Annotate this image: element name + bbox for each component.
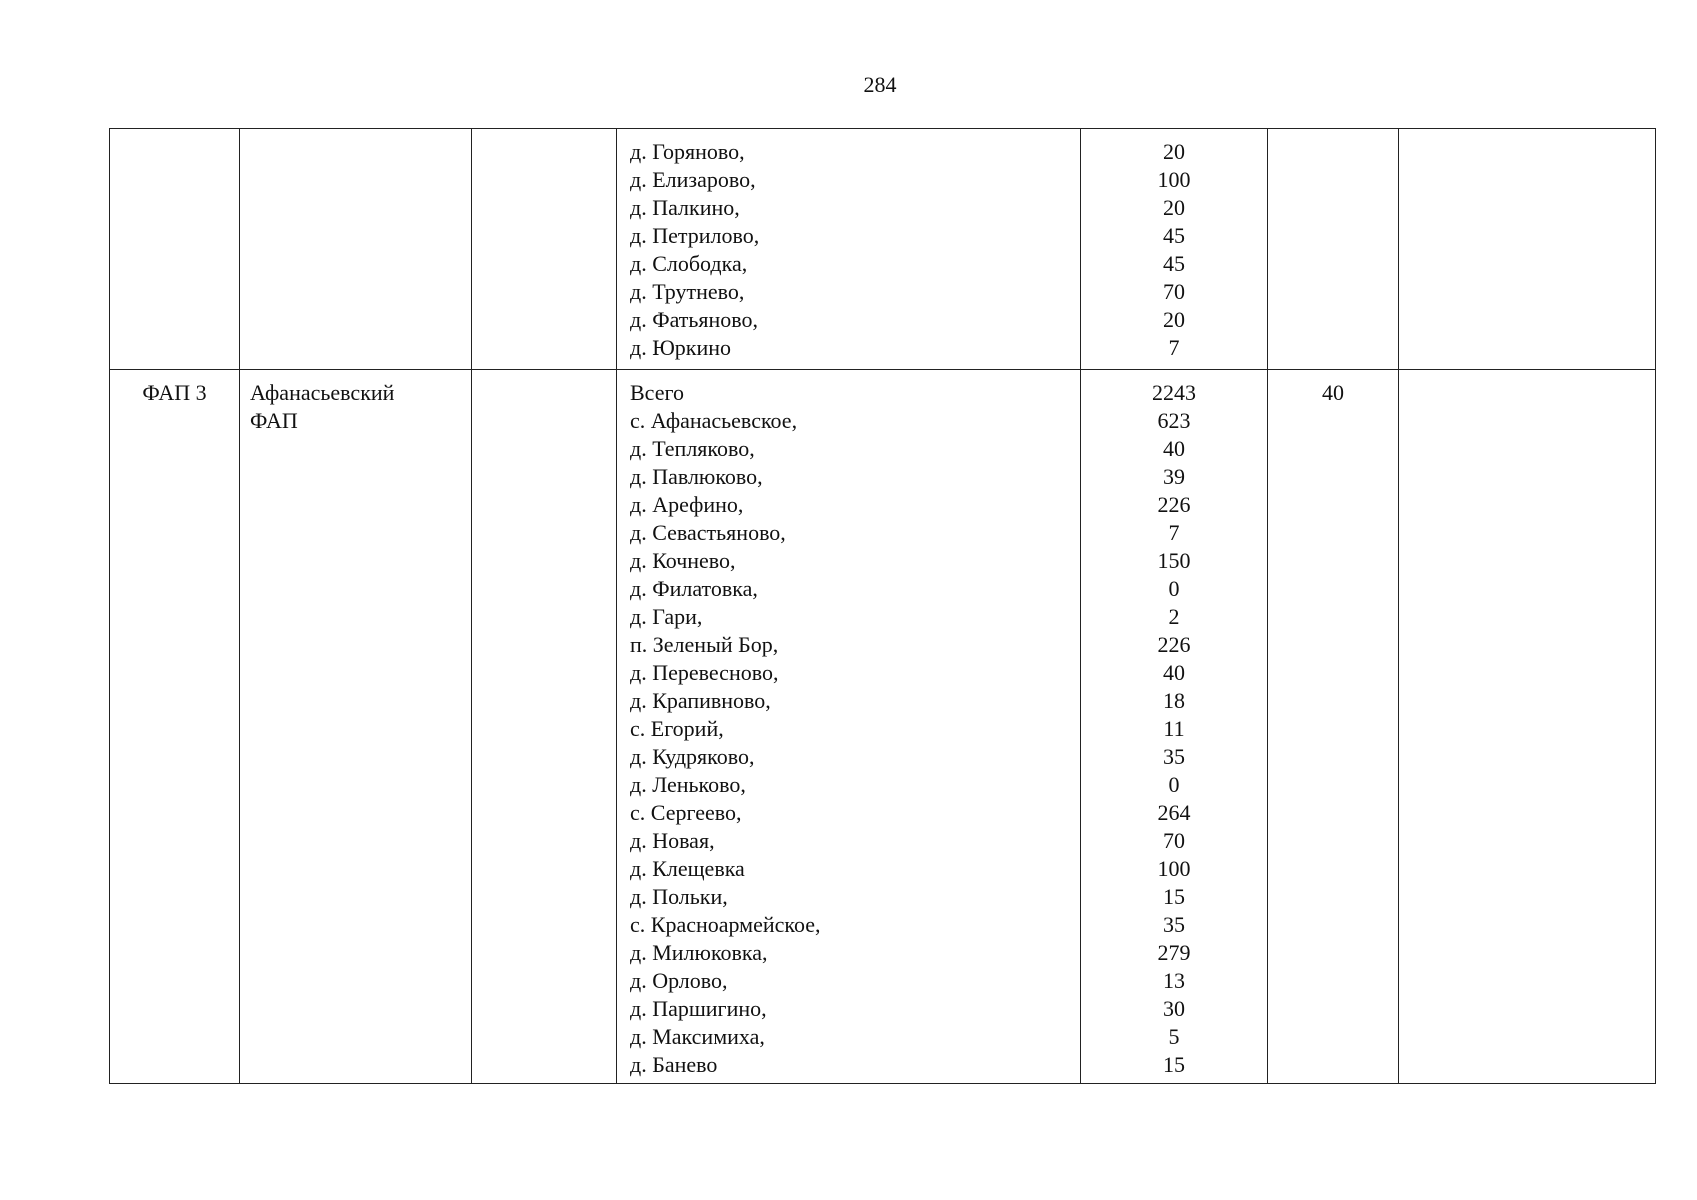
population-value: 40 (1163, 436, 1185, 461)
population-value: 20 (1163, 307, 1185, 332)
population-value: 2243 (1152, 380, 1196, 405)
facility-name-line: ФАП (250, 408, 298, 433)
facility-table (109, 128, 1656, 1084)
settlement-name: д. Клещевка (630, 856, 745, 881)
settlement-name: д. Трутнево, (630, 279, 745, 304)
settlements-cell (617, 370, 1081, 1084)
settlement-name: д. Гари, (630, 604, 703, 629)
population-value: 45 (1163, 223, 1185, 248)
population-value: 0 (1168, 576, 1180, 601)
settlement-name: д. Крапивново, (630, 688, 771, 713)
facility-name-line: Афанасьевский (250, 380, 395, 405)
population-value: 45 (1163, 251, 1185, 276)
population-value: 40 (1163, 660, 1185, 685)
settlement-name: д. Перевесново, (630, 660, 779, 685)
population-value: 70 (1163, 828, 1185, 853)
settlement-name: д. Палкино, (630, 195, 740, 220)
population-value: 2 (1168, 604, 1180, 629)
settlement-name: д. Новая, (630, 828, 715, 853)
population-value: 11 (1163, 716, 1185, 741)
empty-cell (1399, 129, 1656, 370)
settlement-name: д. Кудряково, (630, 744, 755, 769)
population-value: 100 (1157, 167, 1191, 192)
settlement-name: д. Горяново, (630, 139, 745, 164)
empty-cell (472, 370, 617, 1084)
population-value: 279 (1157, 940, 1191, 965)
settlement-name: д. Максимиха, (630, 1024, 765, 1049)
population-value: 13 (1163, 968, 1185, 993)
settlement-name: д. Юркино (630, 335, 732, 360)
population-value: 70 (1163, 279, 1185, 304)
population-value: 20 (1163, 139, 1185, 164)
facility-code-cell (110, 129, 240, 370)
population-value: 35 (1163, 744, 1185, 769)
settlement-name: с. Егорий, (630, 716, 724, 741)
distance-value: 40 (1322, 380, 1344, 405)
population-value: 5 (1168, 1024, 1180, 1049)
settlement-name: д. Севастьяново, (630, 520, 786, 545)
settlement-name: п. Зеленый Бор, (630, 632, 779, 657)
page-number: 284 (863, 72, 897, 97)
settlement-name: д. Тепляково, (630, 436, 755, 461)
population-value: 623 (1157, 408, 1191, 433)
facility-code: ФАП 3 (142, 380, 207, 405)
settlement-name: д. Елизарово, (630, 167, 756, 192)
settlement-name: д. Филатовка, (630, 576, 758, 601)
settlement-name: д. Леньково, (630, 772, 746, 797)
settlement-name: д. Орлово, (630, 968, 728, 993)
settlement-name: Всего (630, 380, 684, 405)
empty-cell (1399, 370, 1656, 1084)
settlement-name: с. Красноармейское, (630, 912, 821, 937)
population-value: 15 (1163, 1052, 1185, 1077)
distance-cell (1268, 129, 1399, 370)
settlement-name: д. Банево (630, 1052, 718, 1077)
population-cell (1081, 370, 1268, 1084)
population-value: 18 (1163, 688, 1185, 713)
population-value: 0 (1168, 772, 1180, 797)
population-value: 30 (1163, 996, 1185, 1021)
distance-cell (1268, 370, 1399, 1084)
settlement-name: д. Петрилово, (630, 223, 760, 248)
population-value: 264 (1157, 800, 1191, 825)
population-value: 100 (1157, 856, 1191, 881)
facility-name-cell (240, 129, 472, 370)
settlement-name: д. Кочнево, (630, 548, 736, 573)
population-value: 15 (1163, 884, 1185, 909)
settlement-name: с. Сергеево, (630, 800, 742, 825)
table-row (110, 129, 1656, 370)
population-value: 7 (1168, 520, 1180, 545)
settlement-name: д. Паршигино, (630, 996, 767, 1021)
settlement-name: д. Польки, (630, 884, 728, 909)
population-cell (1081, 129, 1268, 370)
table-row (110, 370, 1656, 1084)
population-value: 7 (1168, 335, 1180, 360)
settlement-name: д. Милюковка, (630, 940, 768, 965)
settlement-name: д. Арефино, (630, 492, 744, 517)
population-value: 35 (1163, 912, 1185, 937)
population-value: 39 (1163, 464, 1185, 489)
facility-code-cell (110, 370, 240, 1084)
population-value: 20 (1163, 195, 1185, 220)
population-value: 226 (1157, 492, 1191, 517)
empty-cell (472, 129, 617, 370)
settlement-name: д. Павлюково, (630, 464, 763, 489)
settlement-name: д. Фатьяново, (630, 307, 759, 332)
settlement-name: д. Слободка, (630, 251, 748, 276)
settlements-cell (617, 129, 1081, 370)
settlement-name: с. Афанасьевское, (630, 408, 798, 433)
population-value: 150 (1157, 548, 1191, 573)
population-value: 226 (1157, 632, 1191, 657)
facility-name-cell (240, 370, 472, 1084)
